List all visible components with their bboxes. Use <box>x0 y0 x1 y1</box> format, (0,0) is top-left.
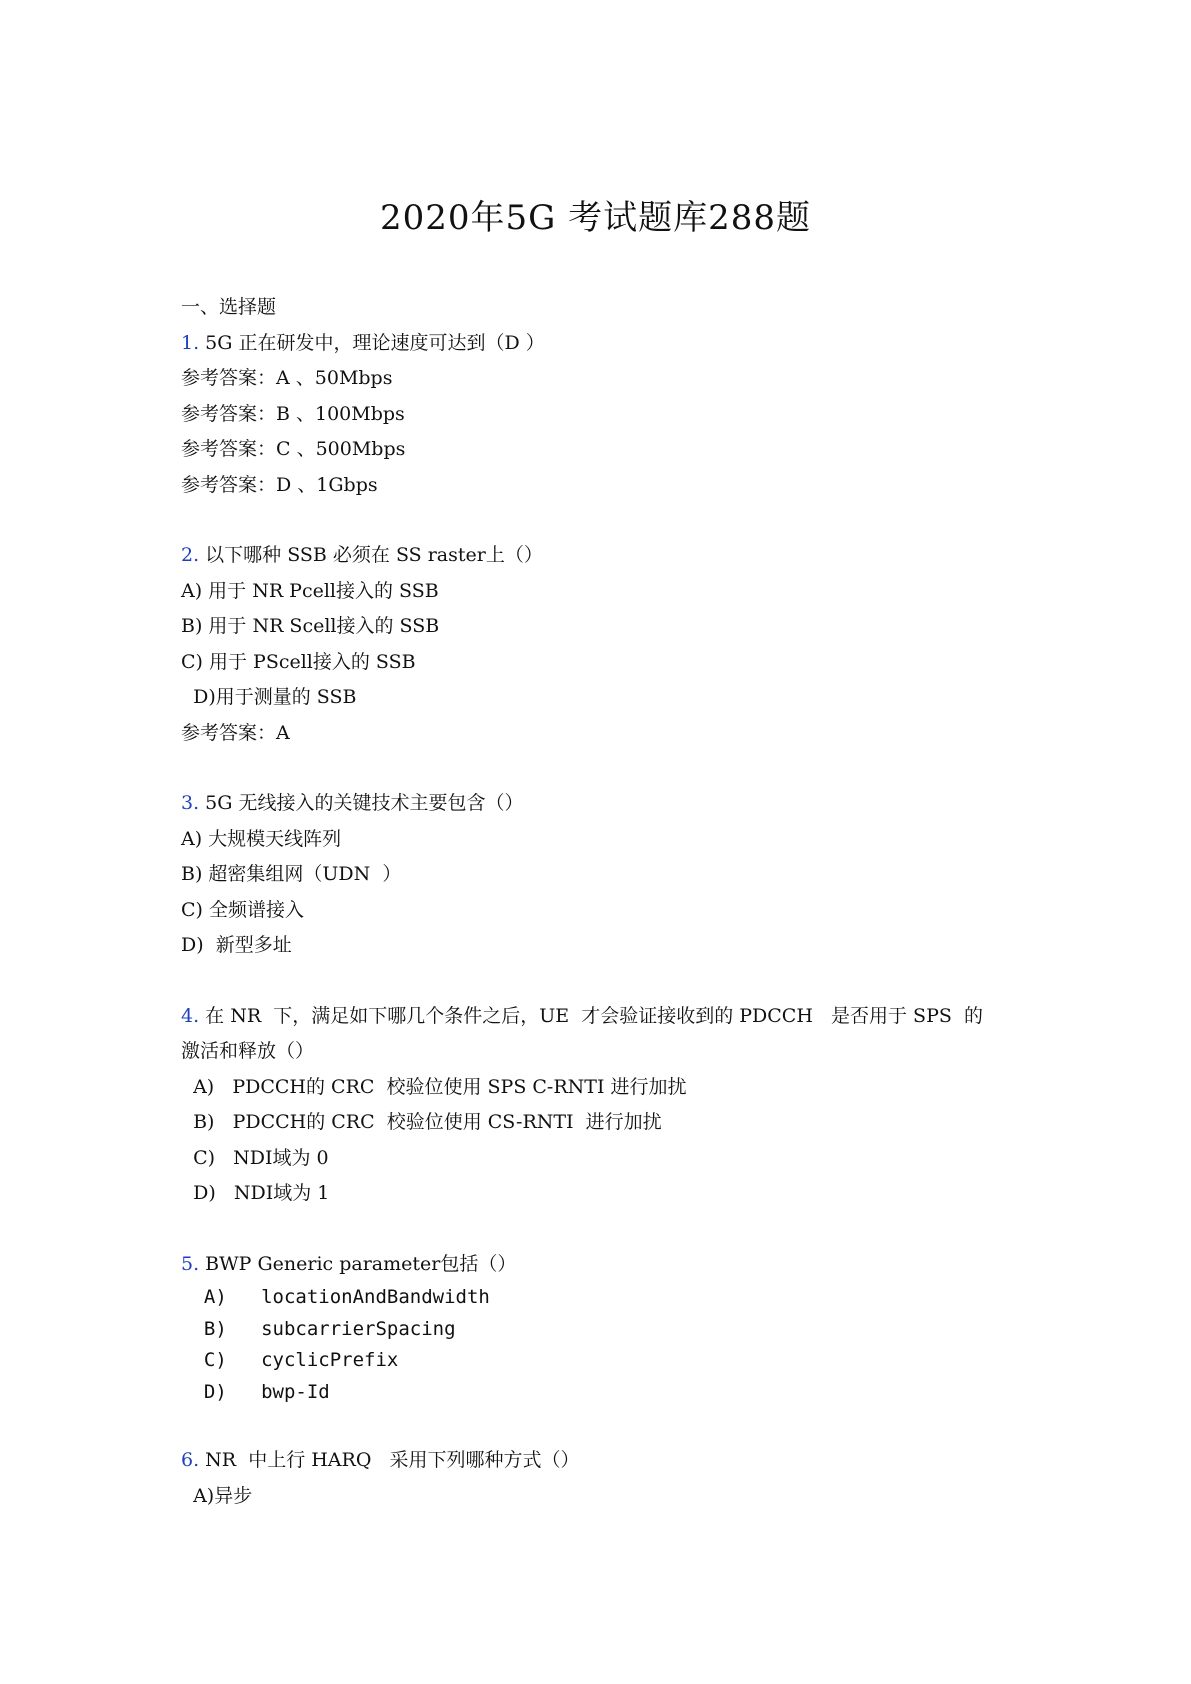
question-number: 5. <box>181 1252 200 1275</box>
question-number: 6. <box>181 1449 200 1471</box>
option-line: A) 用于 NR Pcell接入的 SSB <box>181 579 439 602</box>
answer-line: 参考答案：D 、1Gbps <box>181 473 378 496</box>
answer-line: 参考答案：B 、100Mbps <box>181 402 405 425</box>
option-line: D) bwp-Id <box>181 1380 330 1403</box>
question-spacer <box>181 503 1021 538</box>
question-spacer <box>181 1408 1021 1443</box>
question-text: 5G 无线接入的关键技术主要包含（） <box>199 792 524 814</box>
answer-line: 参考答案：C 、500Mbps <box>181 438 406 460</box>
option-line: C) NDI域为 0 <box>181 1146 329 1169</box>
option-line: D) NDI域为 1 <box>181 1182 330 1204</box>
question-text: 在 NR 下，满足如下哪几个条件之后，UE 才会验证接收到的 PDCCH 是否用于 SPS 的 <box>199 1004 983 1027</box>
option-line: B) 超密集组网（UDN ） <box>181 863 402 885</box>
option-line: C) cyclicPrefix <box>181 1349 399 1371</box>
question-6 <box>181 1443 1021 1514</box>
question-number: 2. <box>181 544 200 566</box>
question-number: 3. <box>181 792 200 814</box>
question-number: 1. <box>181 331 200 354</box>
question-5 <box>181 1247 1021 1409</box>
option-line: D) 新型多址 <box>181 934 292 956</box>
option-line: A) locationAndBandwidth <box>181 1286 490 1308</box>
question-2 <box>181 538 1021 751</box>
question-spacer <box>181 1212 1021 1247</box>
option-line: B) PDCCH的 CRC 校验位使用 CS-RNTI 进行加扰 <box>181 1111 662 1133</box>
question-4 <box>181 999 1021 1212</box>
question-stem <box>181 1247 1021 1283</box>
option-line: C) 用于 PScell接入的 SSB <box>181 650 416 673</box>
document-title: 2020年5G 考试题库288题 <box>379 198 812 238</box>
question-3 <box>181 786 1021 964</box>
question-stem <box>181 538 1021 574</box>
question-spacer <box>181 751 1021 786</box>
option-line: A) 大规模天线阵列 <box>181 827 342 850</box>
question-stem-continuation: 激活和释放（） <box>181 1040 315 1062</box>
question-number: 4. <box>181 1004 200 1027</box>
option-line: C) 全频谱接入 <box>181 898 304 921</box>
option-line: B) subcarrierSpacing <box>181 1317 456 1340</box>
question-stem <box>181 786 1021 822</box>
question-text: 5G 正在研发中，理论速度可达到（D ） <box>199 331 545 354</box>
option-line: A) PDCCH的 CRC 校验位使用 SPS C-RNTI 进行加扰 <box>181 1075 687 1098</box>
option-line: D)用于测量的 SSB <box>181 686 357 708</box>
answer-line: 参考答案：A <box>181 721 290 744</box>
answer-line: 参考答案：A 、50Mbps <box>181 367 393 389</box>
section-heading: 一、选择题 <box>181 296 277 318</box>
question-stem <box>181 326 1021 362</box>
question-text: NR 中上行 HARQ 采用下列哪种方式（） <box>199 1449 580 1471</box>
question-stem <box>181 1443 1021 1479</box>
document-body <box>181 290 1021 1514</box>
option-line: A)异步 <box>181 1484 253 1507</box>
question-text: 以下哪种 SSB 必须在 SS raster上（） <box>199 544 543 566</box>
question-spacer <box>181 964 1021 999</box>
question-text: BWP Generic parameter包括（） <box>199 1252 517 1275</box>
question-stem <box>181 999 1021 1035</box>
option-line: B) 用于 NR Scell接入的 SSB <box>181 615 440 637</box>
question-1 <box>181 326 1021 504</box>
